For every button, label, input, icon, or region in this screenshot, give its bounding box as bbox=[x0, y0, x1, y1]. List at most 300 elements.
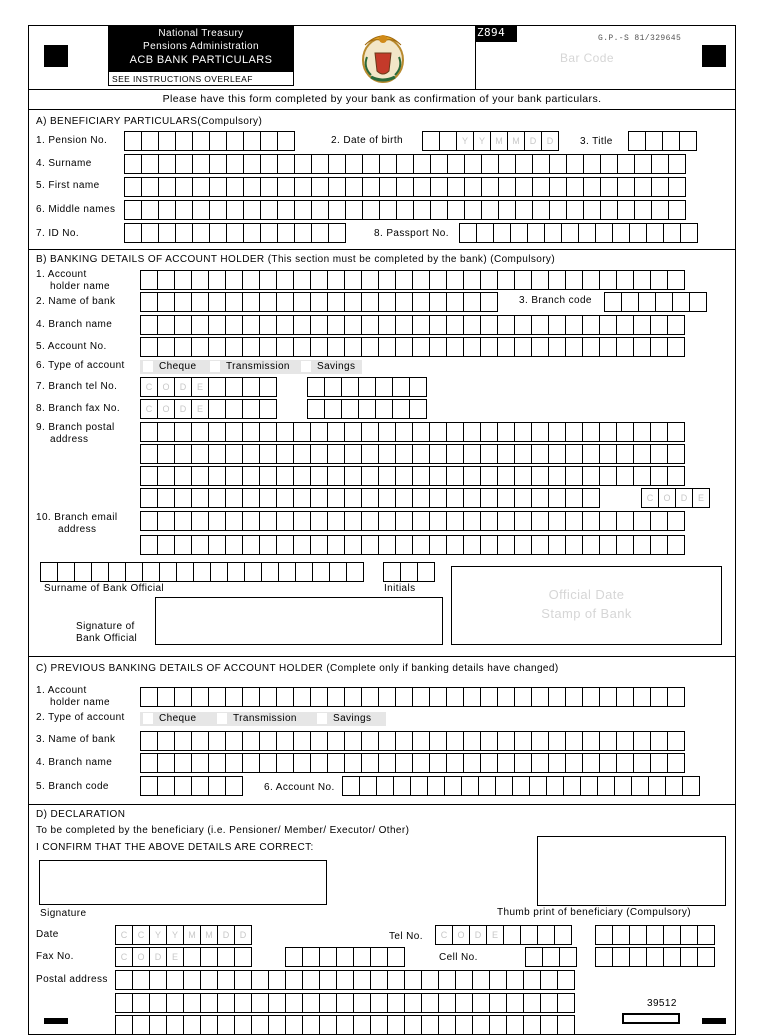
char-box[interactable] bbox=[463, 466, 481, 486]
char-box[interactable] bbox=[225, 511, 243, 531]
char-box[interactable] bbox=[616, 511, 634, 531]
char-box[interactable] bbox=[277, 154, 295, 174]
char-box[interactable] bbox=[614, 776, 632, 796]
char-box[interactable] bbox=[327, 753, 345, 773]
char-box[interactable] bbox=[115, 1015, 133, 1035]
char-box[interactable] bbox=[599, 315, 617, 335]
char-box[interactable] bbox=[242, 315, 260, 335]
char-box[interactable] bbox=[359, 776, 377, 796]
d-cell-number-field[interactable] bbox=[595, 947, 715, 967]
char-box[interactable] bbox=[646, 925, 664, 945]
char-box[interactable] bbox=[159, 562, 177, 582]
char-box[interactable] bbox=[192, 131, 210, 151]
char-box[interactable] bbox=[327, 422, 345, 442]
char-box[interactable] bbox=[495, 776, 513, 796]
b-transmission-checkbox[interactable] bbox=[209, 360, 221, 373]
char-box[interactable] bbox=[276, 687, 294, 707]
char-box[interactable] bbox=[327, 315, 345, 335]
char-box[interactable] bbox=[582, 444, 600, 464]
char-box[interactable] bbox=[667, 687, 685, 707]
char-box[interactable] bbox=[208, 466, 226, 486]
char-box[interactable] bbox=[497, 731, 515, 751]
char-box[interactable] bbox=[429, 270, 447, 290]
char-box[interactable] bbox=[548, 511, 566, 531]
char-box[interactable] bbox=[463, 444, 481, 464]
char-box[interactable] bbox=[430, 154, 448, 174]
char-box[interactable] bbox=[650, 422, 668, 442]
char-box[interactable] bbox=[183, 1015, 201, 1035]
char-box[interactable] bbox=[310, 292, 328, 312]
char-box[interactable] bbox=[225, 776, 243, 796]
char-box[interactable] bbox=[633, 511, 651, 531]
char-box[interactable] bbox=[174, 488, 192, 508]
id-no-field[interactable] bbox=[124, 223, 346, 243]
b-postal-line-1[interactable] bbox=[140, 422, 685, 442]
char-box[interactable] bbox=[532, 200, 550, 220]
char-box[interactable] bbox=[174, 315, 192, 335]
b-email-line-1[interactable] bbox=[140, 511, 685, 531]
char-box[interactable] bbox=[225, 488, 243, 508]
c-bank-name-field[interactable] bbox=[140, 731, 685, 751]
char-box[interactable] bbox=[378, 337, 396, 357]
char-box[interactable] bbox=[663, 925, 681, 945]
char-box[interactable] bbox=[346, 562, 364, 582]
char-box[interactable] bbox=[447, 154, 465, 174]
char-box[interactable] bbox=[175, 131, 193, 151]
char-box[interactable] bbox=[191, 337, 209, 357]
char-box[interactable] bbox=[648, 776, 666, 796]
char-box[interactable] bbox=[532, 154, 550, 174]
char-box[interactable] bbox=[697, 925, 715, 945]
char-box[interactable] bbox=[446, 731, 464, 751]
char-box[interactable] bbox=[680, 947, 698, 967]
char-box[interactable] bbox=[311, 154, 329, 174]
char-box[interactable] bbox=[293, 753, 311, 773]
char-box[interactable] bbox=[149, 970, 167, 990]
char-box[interactable] bbox=[319, 993, 337, 1013]
char-box[interactable] bbox=[616, 315, 634, 335]
char-box[interactable] bbox=[295, 562, 313, 582]
char-box[interactable] bbox=[631, 776, 649, 796]
char-box[interactable] bbox=[565, 687, 583, 707]
char-box[interactable] bbox=[226, 223, 244, 243]
char-box[interactable] bbox=[327, 731, 345, 751]
char-box[interactable] bbox=[667, 731, 685, 751]
char-box[interactable] bbox=[582, 337, 600, 357]
char-box[interactable] bbox=[634, 177, 652, 197]
char-box[interactable] bbox=[311, 177, 329, 197]
char-box[interactable] bbox=[446, 292, 464, 312]
b-postal-line-3[interactable] bbox=[140, 466, 685, 486]
char-box[interactable] bbox=[565, 753, 583, 773]
char-box[interactable] bbox=[617, 154, 635, 174]
char-box[interactable] bbox=[345, 200, 363, 220]
char-box[interactable] bbox=[638, 292, 656, 312]
char-box[interactable] bbox=[183, 947, 201, 967]
char-box[interactable] bbox=[217, 1015, 235, 1035]
c-transmission-checkbox[interactable] bbox=[216, 712, 228, 725]
char-box[interactable] bbox=[548, 466, 566, 486]
c-account-holder-field[interactable] bbox=[140, 687, 685, 707]
char-box[interactable] bbox=[193, 562, 211, 582]
char-box[interactable] bbox=[370, 1015, 388, 1035]
char-box[interactable] bbox=[242, 377, 260, 397]
char-box[interactable] bbox=[140, 337, 158, 357]
char-box[interactable] bbox=[358, 377, 376, 397]
char-box[interactable] bbox=[344, 511, 362, 531]
char-box[interactable] bbox=[234, 970, 252, 990]
char-box[interactable]: E bbox=[486, 925, 504, 945]
char-box[interactable] bbox=[438, 993, 456, 1013]
char-box[interactable] bbox=[327, 270, 345, 290]
char-box[interactable] bbox=[310, 337, 328, 357]
char-box[interactable]: E bbox=[191, 399, 209, 419]
char-box[interactable] bbox=[497, 687, 515, 707]
char-box[interactable] bbox=[57, 562, 75, 582]
char-box[interactable] bbox=[293, 444, 311, 464]
char-box[interactable] bbox=[293, 337, 311, 357]
char-box[interactable] bbox=[209, 177, 227, 197]
char-box[interactable] bbox=[375, 377, 393, 397]
char-box[interactable] bbox=[629, 925, 647, 945]
title-field[interactable] bbox=[628, 131, 697, 151]
char-box[interactable] bbox=[514, 270, 532, 290]
char-box[interactable] bbox=[396, 200, 414, 220]
char-box[interactable]: E bbox=[692, 488, 710, 508]
char-box[interactable] bbox=[124, 154, 142, 174]
char-box[interactable] bbox=[294, 177, 312, 197]
char-box[interactable] bbox=[387, 1015, 405, 1035]
char-box[interactable] bbox=[125, 562, 143, 582]
char-box[interactable] bbox=[548, 422, 566, 442]
char-box[interactable] bbox=[209, 200, 227, 220]
char-box[interactable] bbox=[667, 270, 685, 290]
char-box[interactable] bbox=[650, 444, 668, 464]
char-box[interactable] bbox=[480, 292, 498, 312]
char-box[interactable] bbox=[225, 422, 243, 442]
char-box[interactable] bbox=[680, 223, 698, 243]
char-box[interactable] bbox=[548, 270, 566, 290]
char-box[interactable] bbox=[417, 562, 435, 582]
char-box[interactable] bbox=[616, 337, 634, 357]
char-box[interactable] bbox=[191, 488, 209, 508]
char-box[interactable] bbox=[446, 753, 464, 773]
char-box[interactable] bbox=[421, 993, 439, 1013]
char-box[interactable] bbox=[158, 154, 176, 174]
char-box[interactable] bbox=[430, 200, 448, 220]
char-box[interactable] bbox=[208, 488, 226, 508]
char-box[interactable] bbox=[344, 422, 362, 442]
char-box[interactable] bbox=[294, 223, 312, 243]
char-box[interactable] bbox=[209, 154, 227, 174]
char-box[interactable] bbox=[446, 511, 464, 531]
char-box[interactable] bbox=[549, 177, 567, 197]
char-box[interactable] bbox=[497, 488, 515, 508]
char-box[interactable] bbox=[302, 993, 320, 1013]
char-box[interactable] bbox=[514, 511, 532, 531]
char-box[interactable] bbox=[183, 993, 201, 1013]
char-box[interactable] bbox=[336, 1015, 354, 1035]
char-box[interactable] bbox=[225, 270, 243, 290]
char-box[interactable] bbox=[412, 753, 430, 773]
char-box[interactable] bbox=[395, 422, 413, 442]
char-box[interactable] bbox=[540, 970, 558, 990]
char-box[interactable] bbox=[617, 177, 635, 197]
char-box[interactable] bbox=[191, 270, 209, 290]
char-box[interactable] bbox=[412, 292, 430, 312]
char-box[interactable] bbox=[259, 535, 277, 555]
char-box[interactable] bbox=[531, 422, 549, 442]
char-box[interactable] bbox=[413, 200, 431, 220]
char-box[interactable] bbox=[378, 422, 396, 442]
d-thumbprint-box[interactable] bbox=[537, 836, 726, 906]
char-box[interactable] bbox=[210, 562, 228, 582]
char-box[interactable] bbox=[243, 200, 261, 220]
char-box[interactable] bbox=[276, 488, 294, 508]
char-box[interactable] bbox=[447, 200, 465, 220]
char-box[interactable] bbox=[345, 177, 363, 197]
char-box[interactable] bbox=[446, 337, 464, 357]
d-postal-line-3[interactable] bbox=[115, 1015, 575, 1035]
char-box[interactable] bbox=[595, 925, 613, 945]
char-box[interactable] bbox=[463, 337, 481, 357]
char-box[interactable] bbox=[583, 154, 601, 174]
char-box[interactable] bbox=[200, 993, 218, 1013]
char-box[interactable] bbox=[498, 200, 516, 220]
char-box[interactable] bbox=[124, 223, 142, 243]
char-box[interactable] bbox=[667, 337, 685, 357]
c-savings-checkbox[interactable] bbox=[316, 712, 328, 725]
char-box[interactable] bbox=[259, 488, 277, 508]
char-box[interactable] bbox=[378, 270, 396, 290]
char-box[interactable] bbox=[633, 270, 651, 290]
char-box[interactable] bbox=[549, 154, 567, 174]
char-box[interactable] bbox=[395, 511, 413, 531]
char-box[interactable] bbox=[344, 466, 362, 486]
char-box[interactable]: C bbox=[132, 925, 150, 945]
char-box[interactable] bbox=[565, 488, 583, 508]
b-account-no-field[interactable] bbox=[140, 337, 685, 357]
char-box[interactable] bbox=[175, 223, 193, 243]
char-box[interactable] bbox=[472, 993, 490, 1013]
char-box[interactable] bbox=[166, 993, 184, 1013]
char-box[interactable] bbox=[260, 154, 278, 174]
char-box[interactable] bbox=[663, 947, 681, 967]
char-box[interactable] bbox=[260, 177, 278, 197]
char-box[interactable] bbox=[514, 687, 532, 707]
char-box[interactable] bbox=[413, 154, 431, 174]
char-box[interactable] bbox=[512, 776, 530, 796]
char-box[interactable] bbox=[378, 753, 396, 773]
char-box[interactable] bbox=[209, 131, 227, 151]
char-box[interactable] bbox=[353, 970, 371, 990]
char-box[interactable] bbox=[565, 270, 583, 290]
char-box[interactable] bbox=[651, 154, 669, 174]
char-box[interactable] bbox=[227, 562, 245, 582]
char-box[interactable] bbox=[174, 731, 192, 751]
pension-no-field[interactable] bbox=[124, 131, 295, 151]
char-box[interactable] bbox=[464, 177, 482, 197]
char-box[interactable] bbox=[548, 731, 566, 751]
char-box[interactable] bbox=[650, 337, 668, 357]
char-box[interactable] bbox=[421, 970, 439, 990]
char-box[interactable] bbox=[429, 466, 447, 486]
char-box[interactable]: Y bbox=[456, 131, 474, 151]
char-box[interactable] bbox=[307, 377, 325, 397]
char-box[interactable] bbox=[225, 687, 243, 707]
char-box[interactable] bbox=[261, 562, 279, 582]
char-box[interactable] bbox=[370, 947, 388, 967]
char-box[interactable] bbox=[344, 731, 362, 751]
char-box[interactable] bbox=[463, 270, 481, 290]
char-box[interactable] bbox=[650, 315, 668, 335]
char-box[interactable] bbox=[293, 731, 311, 751]
char-box[interactable] bbox=[327, 687, 345, 707]
char-box[interactable] bbox=[174, 535, 192, 555]
char-box[interactable]: D bbox=[234, 925, 252, 945]
char-box[interactable] bbox=[464, 200, 482, 220]
char-box[interactable] bbox=[344, 337, 362, 357]
char-box[interactable] bbox=[293, 511, 311, 531]
char-box[interactable] bbox=[268, 993, 286, 1013]
char-box[interactable] bbox=[192, 223, 210, 243]
char-box[interactable] bbox=[324, 377, 342, 397]
char-box[interactable] bbox=[259, 337, 277, 357]
char-box[interactable] bbox=[667, 315, 685, 335]
char-box[interactable] bbox=[409, 399, 427, 419]
char-box[interactable] bbox=[157, 292, 175, 312]
char-box[interactable] bbox=[293, 315, 311, 335]
char-box[interactable] bbox=[566, 200, 584, 220]
char-box[interactable] bbox=[438, 970, 456, 990]
b-account-holder-field[interactable] bbox=[140, 270, 685, 290]
char-box[interactable] bbox=[174, 444, 192, 464]
char-box[interactable] bbox=[140, 776, 158, 796]
b-fax-code-field[interactable] bbox=[140, 399, 277, 419]
b-postal-line-4[interactable] bbox=[140, 488, 600, 508]
char-box[interactable] bbox=[276, 731, 294, 751]
char-box[interactable] bbox=[582, 731, 600, 751]
char-box[interactable] bbox=[140, 270, 158, 290]
char-box[interactable] bbox=[480, 687, 498, 707]
char-box[interactable] bbox=[668, 200, 686, 220]
char-box[interactable] bbox=[140, 422, 158, 442]
char-box[interactable] bbox=[565, 466, 583, 486]
char-box[interactable] bbox=[361, 753, 379, 773]
char-box[interactable] bbox=[242, 292, 260, 312]
char-box[interactable] bbox=[378, 444, 396, 464]
char-box[interactable]: D bbox=[174, 377, 192, 397]
char-box[interactable] bbox=[531, 466, 549, 486]
char-box[interactable] bbox=[476, 223, 494, 243]
char-box[interactable] bbox=[633, 535, 651, 555]
char-box[interactable] bbox=[429, 687, 447, 707]
char-box[interactable] bbox=[583, 200, 601, 220]
char-box[interactable] bbox=[634, 154, 652, 174]
char-box[interactable]: O bbox=[157, 377, 175, 397]
char-box[interactable] bbox=[429, 444, 447, 464]
char-box[interactable] bbox=[599, 270, 617, 290]
char-box[interactable] bbox=[599, 511, 617, 531]
char-box[interactable] bbox=[430, 177, 448, 197]
char-box[interactable] bbox=[600, 177, 618, 197]
char-box[interactable] bbox=[302, 970, 320, 990]
char-box[interactable] bbox=[157, 422, 175, 442]
char-box[interactable] bbox=[582, 488, 600, 508]
char-box[interactable] bbox=[481, 200, 499, 220]
char-box[interactable] bbox=[234, 947, 252, 967]
d-fax-number-field[interactable] bbox=[285, 947, 405, 967]
char-box[interactable] bbox=[650, 270, 668, 290]
char-box[interactable] bbox=[554, 925, 572, 945]
char-box[interactable] bbox=[429, 731, 447, 751]
char-box[interactable] bbox=[191, 731, 209, 751]
char-box[interactable] bbox=[409, 377, 427, 397]
char-box[interactable] bbox=[599, 444, 617, 464]
char-box[interactable] bbox=[633, 466, 651, 486]
char-box[interactable] bbox=[242, 687, 260, 707]
char-box[interactable] bbox=[646, 947, 664, 967]
char-box[interactable] bbox=[174, 511, 192, 531]
char-box[interactable] bbox=[650, 687, 668, 707]
char-box[interactable] bbox=[459, 223, 477, 243]
char-box[interactable] bbox=[633, 444, 651, 464]
char-box[interactable] bbox=[480, 488, 498, 508]
char-box[interactable] bbox=[650, 466, 668, 486]
char-box[interactable] bbox=[132, 993, 150, 1013]
char-box[interactable] bbox=[612, 223, 630, 243]
char-box[interactable] bbox=[141, 223, 159, 243]
char-box[interactable] bbox=[157, 776, 175, 796]
char-box[interactable] bbox=[243, 223, 261, 243]
char-box[interactable] bbox=[480, 466, 498, 486]
char-box[interactable] bbox=[599, 337, 617, 357]
char-box[interactable] bbox=[412, 511, 430, 531]
char-box[interactable] bbox=[361, 444, 379, 464]
char-box[interactable] bbox=[651, 200, 669, 220]
char-box[interactable] bbox=[259, 511, 277, 531]
char-box[interactable] bbox=[336, 970, 354, 990]
char-box[interactable] bbox=[662, 131, 680, 151]
char-box[interactable] bbox=[667, 444, 685, 464]
char-box[interactable] bbox=[600, 200, 618, 220]
char-box[interactable] bbox=[514, 337, 532, 357]
char-box[interactable] bbox=[506, 993, 524, 1013]
char-box[interactable] bbox=[463, 731, 481, 751]
char-box[interactable] bbox=[285, 1015, 303, 1035]
char-box[interactable] bbox=[514, 535, 532, 555]
char-box[interactable] bbox=[191, 466, 209, 486]
c-account-no-field[interactable] bbox=[342, 776, 700, 796]
char-box[interactable] bbox=[259, 399, 277, 419]
char-box[interactable] bbox=[514, 753, 532, 773]
char-box[interactable] bbox=[461, 776, 479, 796]
char-box[interactable] bbox=[353, 993, 371, 1013]
char-box[interactable] bbox=[514, 444, 532, 464]
char-box[interactable] bbox=[242, 731, 260, 751]
char-box[interactable] bbox=[358, 399, 376, 419]
char-box[interactable] bbox=[276, 511, 294, 531]
char-box[interactable] bbox=[548, 444, 566, 464]
char-box[interactable] bbox=[259, 377, 277, 397]
b-branch-code-field[interactable] bbox=[604, 292, 707, 312]
char-box[interactable] bbox=[378, 511, 396, 531]
char-box[interactable] bbox=[327, 292, 345, 312]
char-box[interactable] bbox=[400, 562, 418, 582]
char-box[interactable] bbox=[497, 753, 515, 773]
char-box[interactable] bbox=[310, 270, 328, 290]
char-box[interactable] bbox=[548, 753, 566, 773]
